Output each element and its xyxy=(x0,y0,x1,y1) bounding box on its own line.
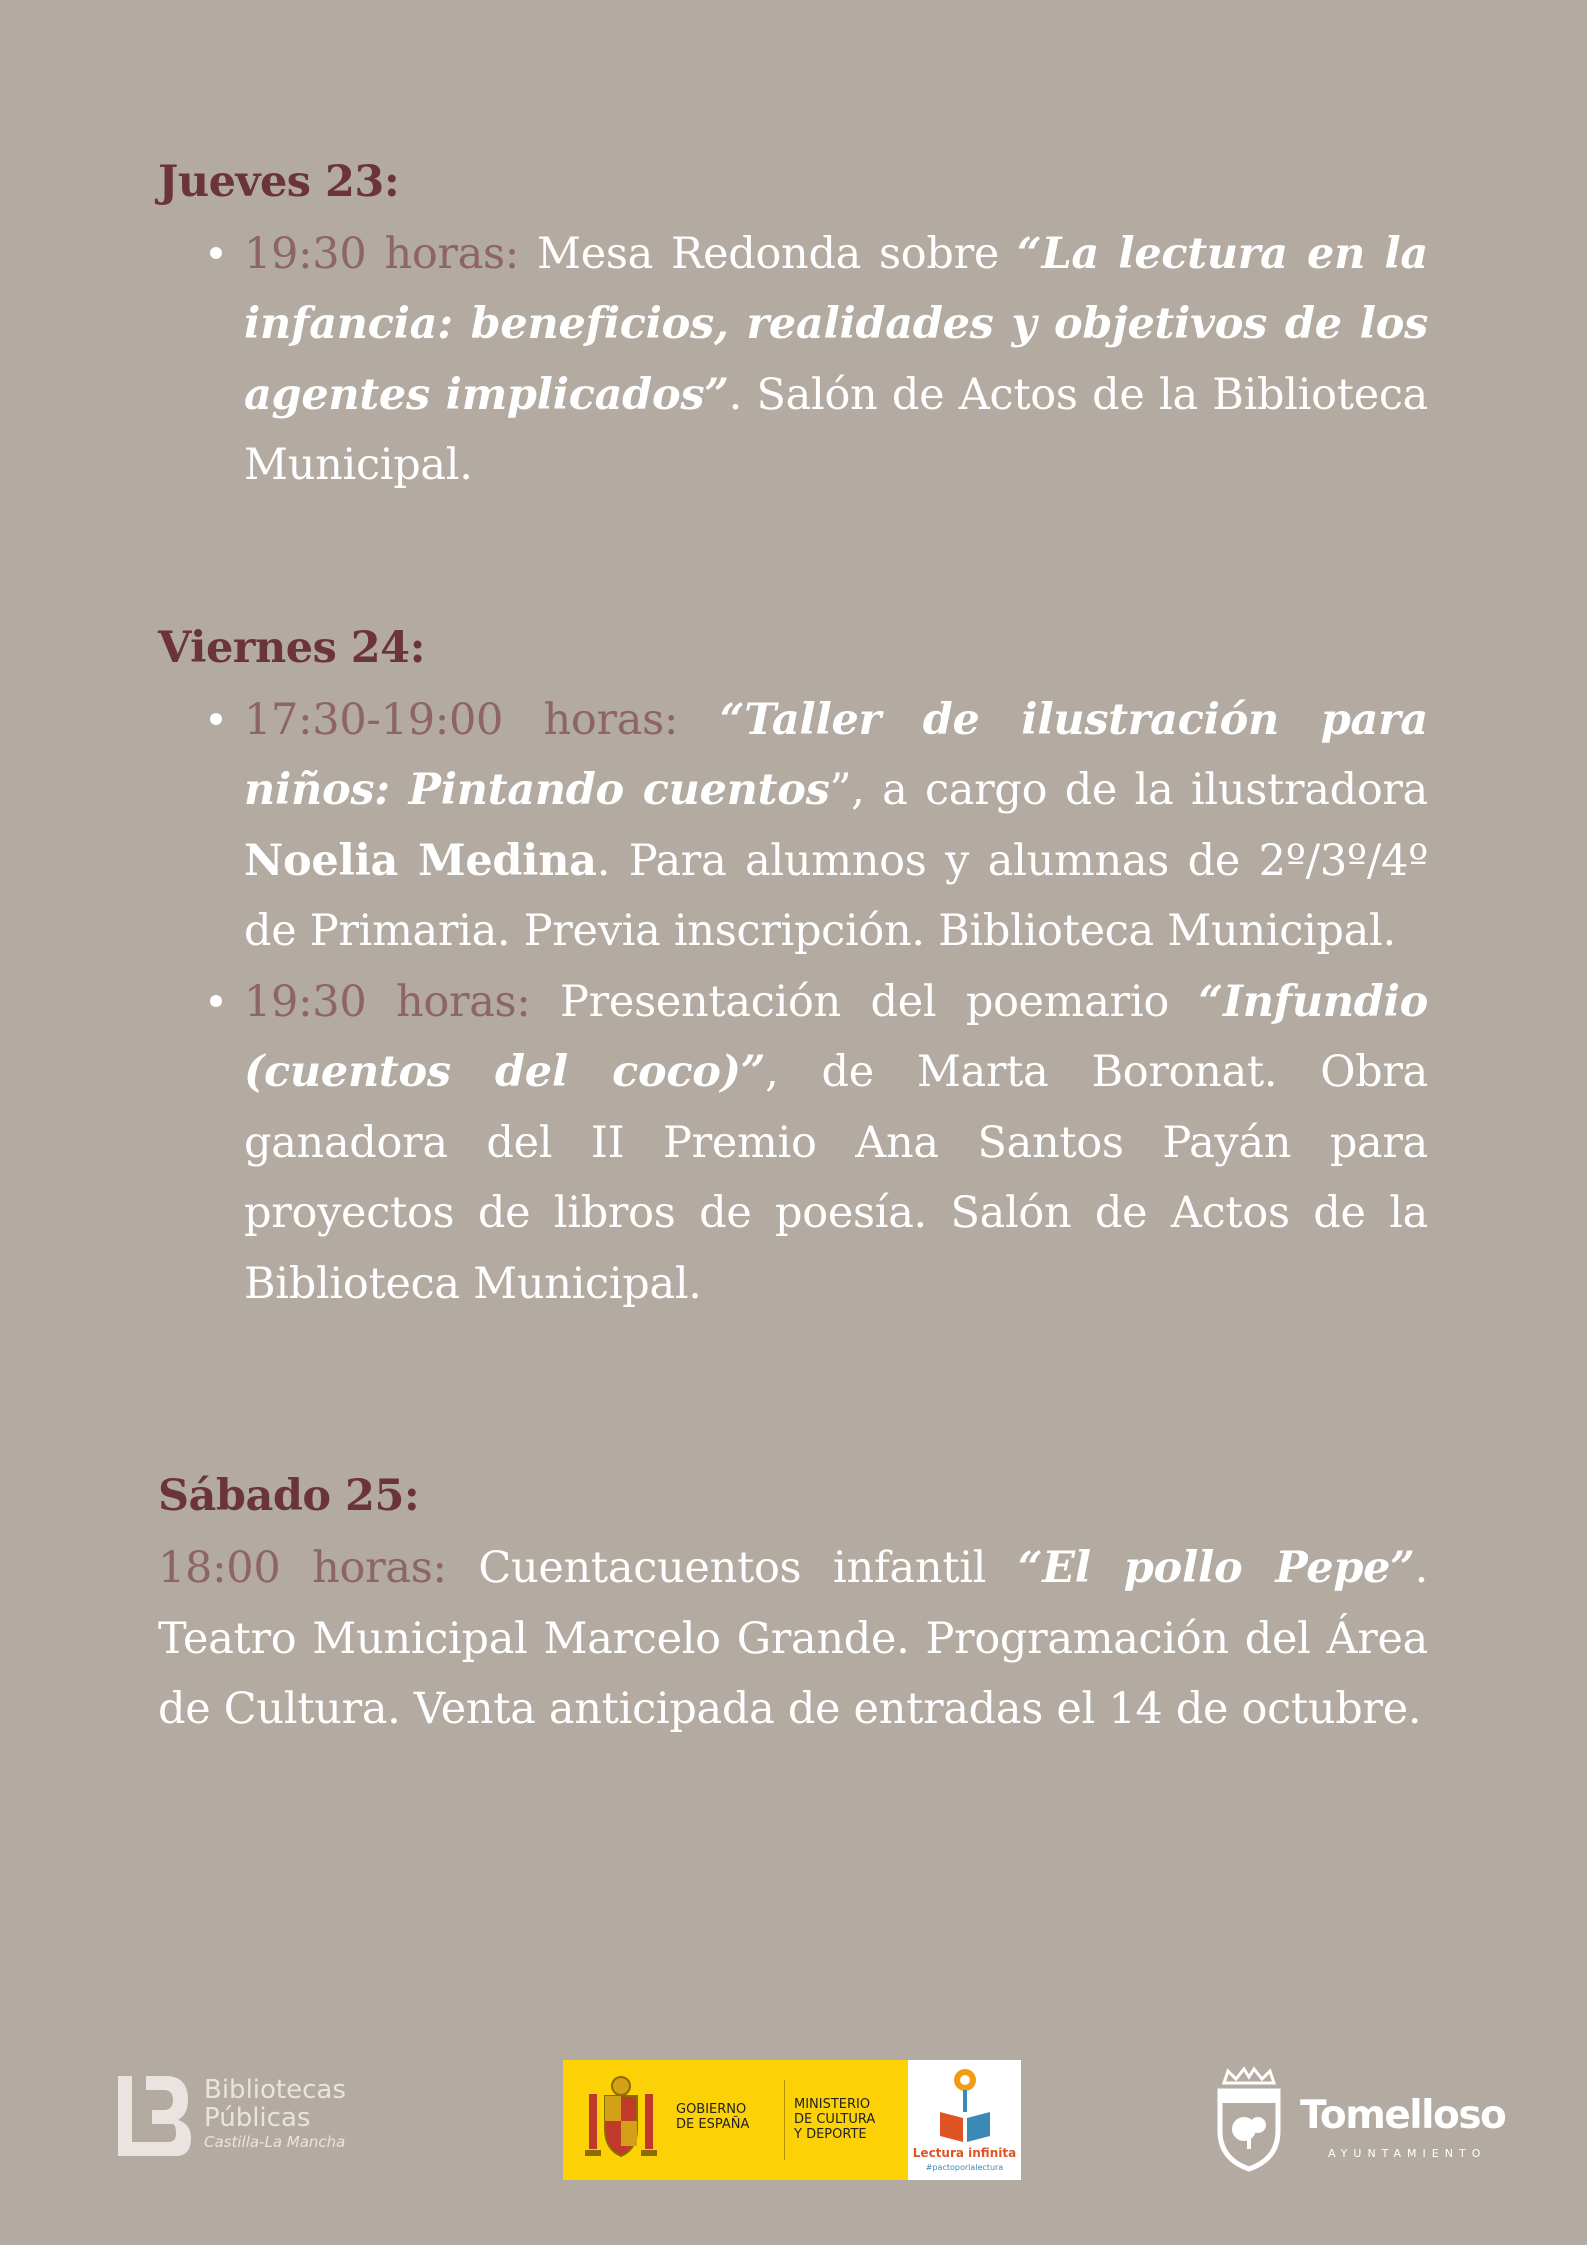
event-title: “Taller de ilustración para niños: Pintando cuentos xyxy=(244,694,1428,816)
tomelloso-sub: AYUNTAMIENTO xyxy=(1328,2147,1487,2160)
ministerio-line1: MINISTERIO xyxy=(794,2097,871,2112)
gobierno-text xyxy=(676,2102,749,2132)
event-item xyxy=(158,219,1428,501)
lectura-hashtag: #pactoporlalectura xyxy=(925,2163,1004,2172)
event-list xyxy=(158,219,1428,501)
event-time: 17:30-19:00 horas: xyxy=(244,694,679,745)
event-text: Cuentacuentos infantil xyxy=(446,1543,1018,1594)
event-item xyxy=(158,1533,1428,1745)
event-schedule xyxy=(158,155,1428,1745)
day-heading: Jueves 23: xyxy=(158,157,400,207)
event-text: ”, a cargo de la ilustradora xyxy=(829,765,1428,816)
day-friday xyxy=(158,621,1428,1319)
footer-logos xyxy=(0,2050,1587,2190)
event-text: . Teatro Municipal Marcelo Grande. Programación del Área de Cultura. Venta anticipada de entradas el 14 de octubre. xyxy=(158,1543,1428,1735)
gobierno-line1: GOBIERNO xyxy=(676,2102,747,2117)
event-time: 18:00 horas: xyxy=(158,1543,447,1594)
bibliotecas-publicas-logo xyxy=(116,2066,376,2166)
day-heading: Viernes 24: xyxy=(158,622,425,673)
tomelloso-logo xyxy=(1214,2065,1514,2175)
event-time: 19:30 horas: xyxy=(244,228,519,279)
event-list xyxy=(158,685,1428,1320)
event-text: Mesa Redonda sobre xyxy=(518,228,1018,279)
event-text: . Salón de Actos de la Biblioteca Municipal. xyxy=(244,369,1428,491)
event-title: “Infundio (cuentos del coco)” xyxy=(244,976,1428,1098)
day-thursday xyxy=(158,155,1428,501)
ministerio-banner xyxy=(563,2060,908,2180)
tomelloso-shield-icon xyxy=(1214,2065,1284,2175)
book-flower-icon xyxy=(936,2066,994,2144)
lectura-title: Lectura infinita xyxy=(912,2146,1017,2160)
event-title: “El pollo Pepe” xyxy=(1017,1543,1415,1594)
event-text: . Para alumnos y alumnas de 2º/3º/4º de Primaria. Previa inscripción. Biblioteca Municipal. xyxy=(244,835,1428,957)
event-text: Presentación del poemario xyxy=(530,976,1199,1027)
event-title: “La lectura en la infancia: beneficios, realidades y objetivos de los agentes implicados” xyxy=(244,228,1428,420)
tomelloso-name: Tomelloso xyxy=(1300,2093,1506,2138)
bibliotecas-text xyxy=(204,2076,346,2152)
divider xyxy=(784,2080,785,2160)
event-person: Noelia Medina xyxy=(244,835,597,886)
event-item xyxy=(158,685,1428,967)
ministerio-text xyxy=(794,2097,875,2142)
day-saturday xyxy=(158,1469,1428,1744)
day-heading: Sábado 25: xyxy=(158,1471,420,1522)
bibliotecas-line2: Públicas xyxy=(204,2103,311,2133)
bibliotecas-line3: Castilla-La Mancha xyxy=(204,2133,346,2151)
lectura-infinita-logo xyxy=(908,2060,1021,2180)
event-item xyxy=(158,967,1428,1320)
gobierno-line2: DE ESPAÑA xyxy=(676,2117,750,2132)
event-text: , de Marta Boronat. Obra ganadora del II Premio Ana Santos Payán para proyectos de libros de poesía. Salón de Actos de la Biblioteca Municipal. xyxy=(244,1047,1428,1309)
bibliotecas-line1: Bibliotecas xyxy=(204,2075,346,2105)
ministerio-line2: DE CULTURA xyxy=(794,2112,876,2127)
bibliotecas-mark-icon xyxy=(116,2066,196,2166)
coat-of-arms-icon xyxy=(581,2074,661,2164)
event-time: 19:30 horas: xyxy=(244,976,531,1027)
ministerio-line3: Y DEPORTE xyxy=(794,2127,867,2142)
gobierno-espana-logo xyxy=(563,2060,1023,2180)
